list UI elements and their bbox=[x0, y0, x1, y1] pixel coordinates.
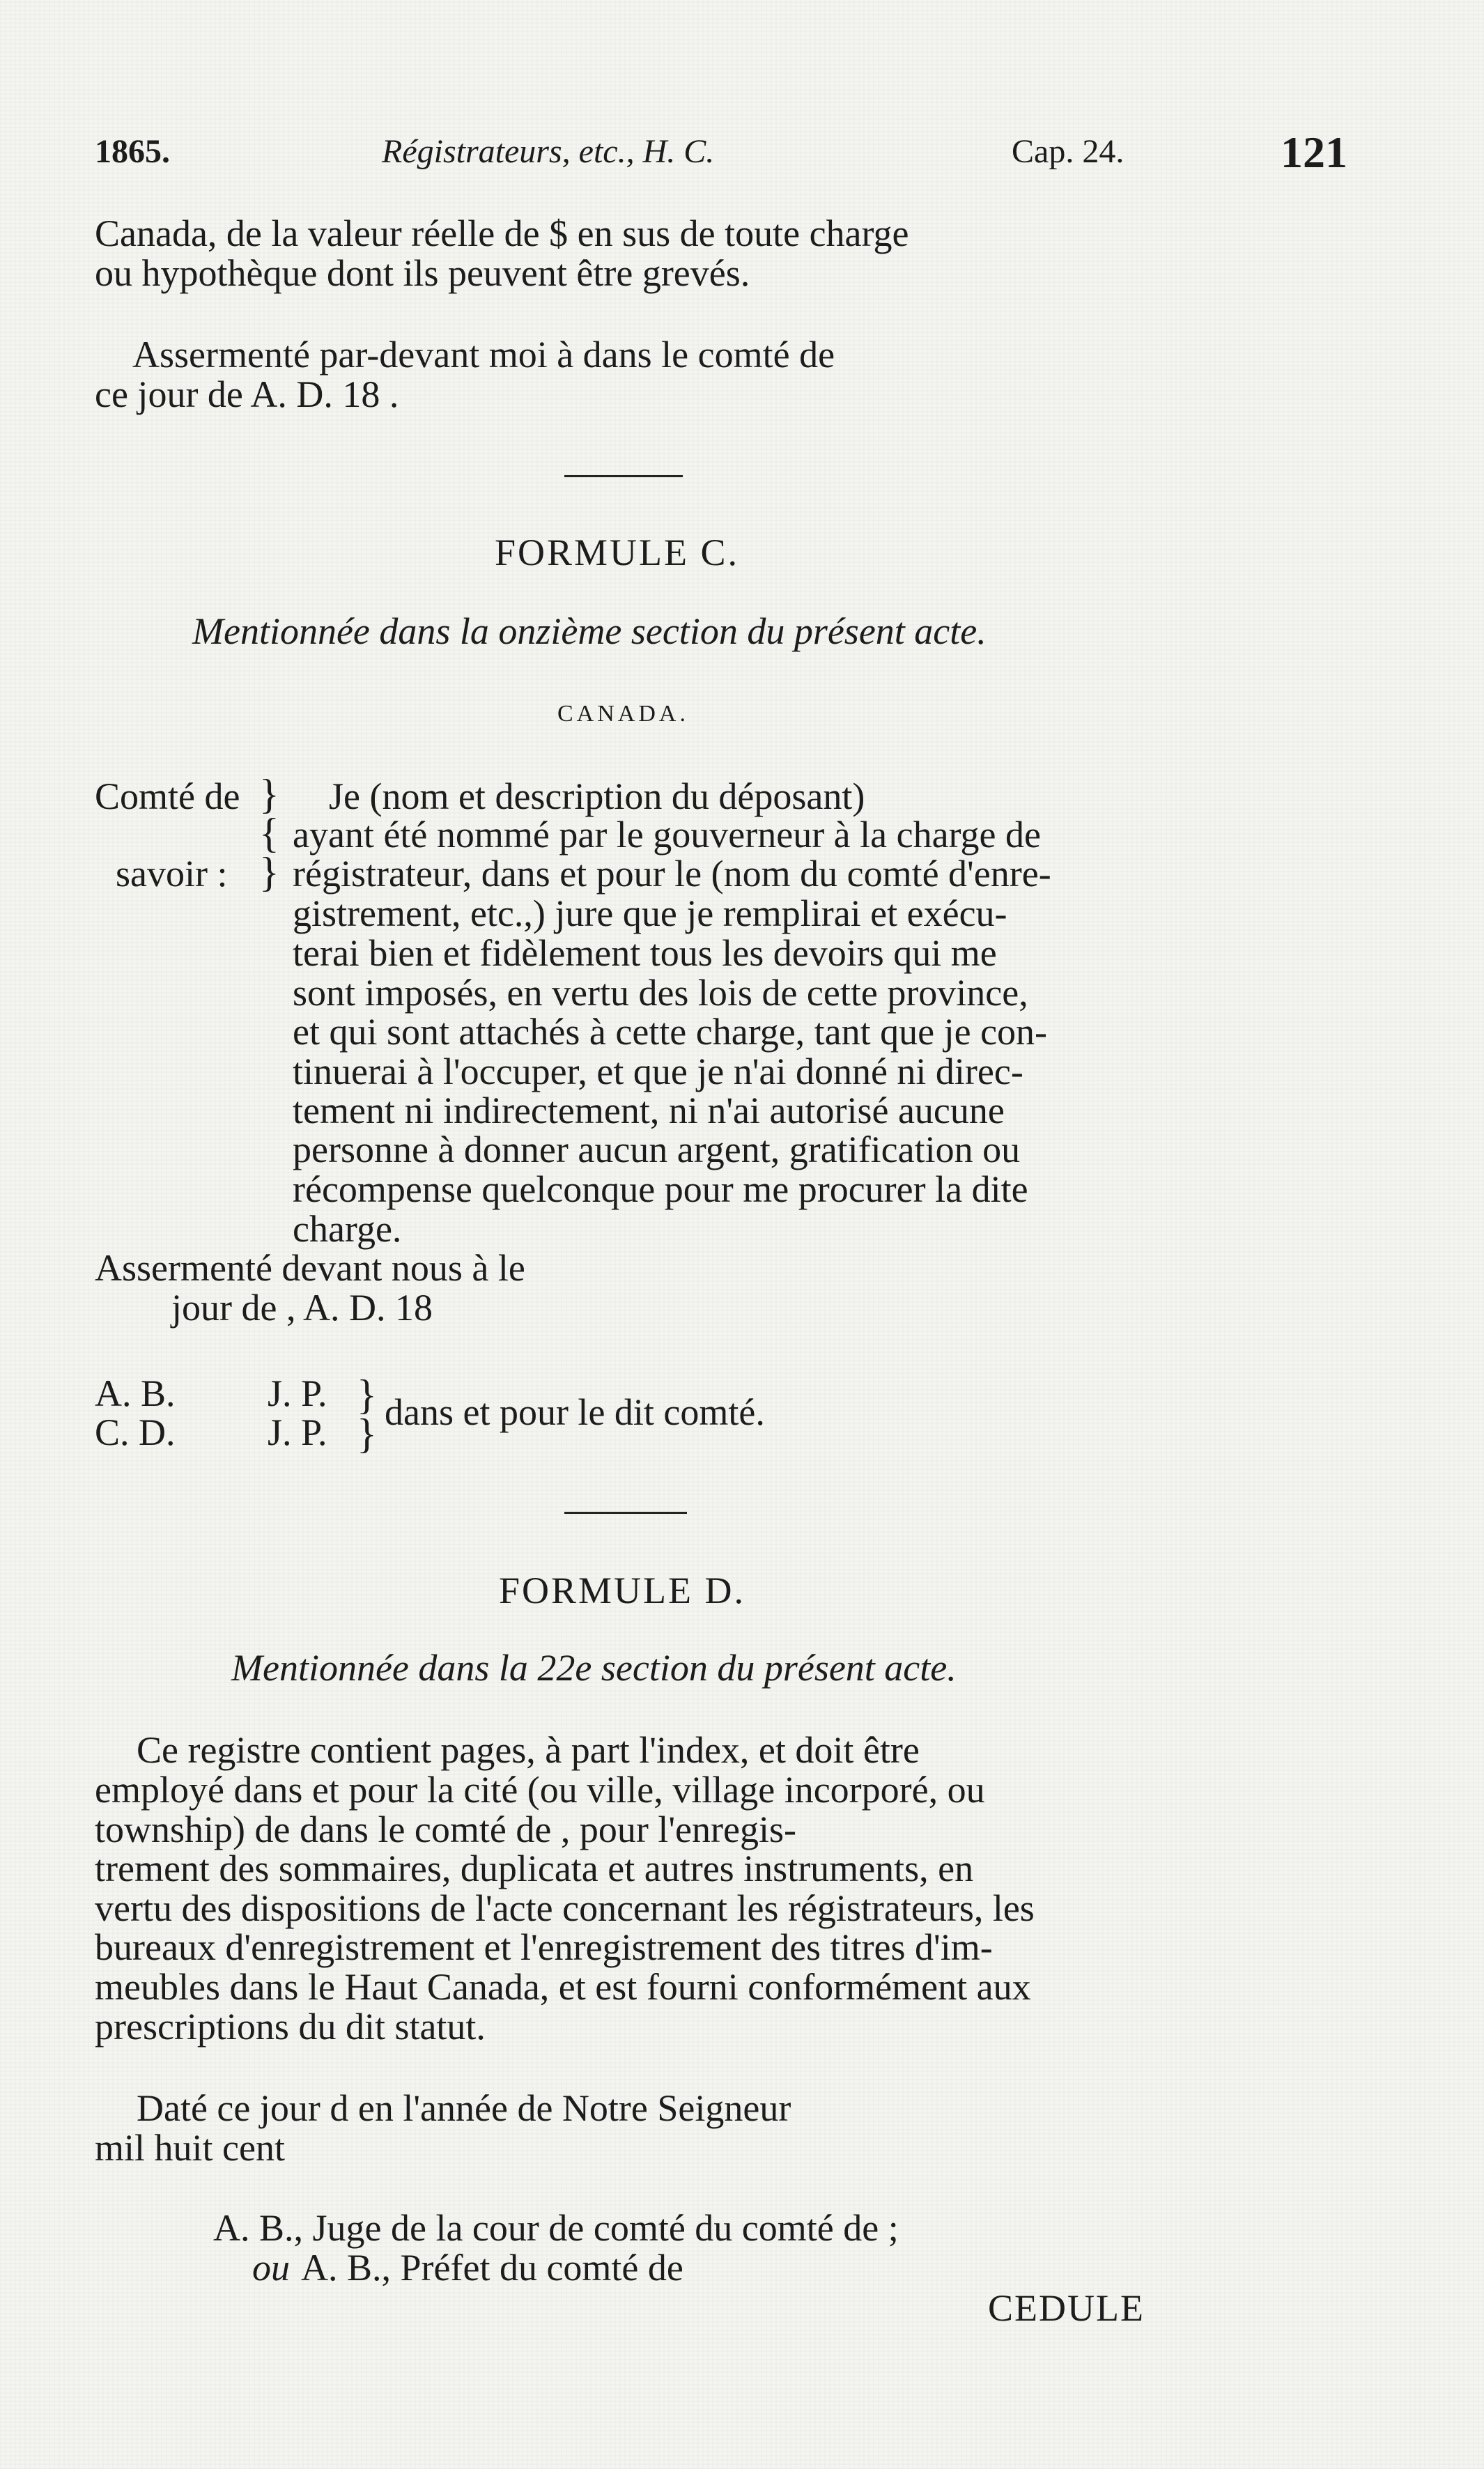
formule-d-body-line-6: meubles dans le Haut Canada, et est fourni conformément aux bbox=[95, 1966, 1031, 2008]
continuation-line-2: ou hypothèque dont ils peuvent être grevés. bbox=[95, 252, 750, 294]
header-chapter: Cap. 24. bbox=[1012, 133, 1124, 170]
brace-sig-1: } bbox=[357, 1372, 377, 1418]
sworn-line-1: Assermenté par-devant moi à dans le comté de bbox=[132, 334, 835, 376]
page-number: 121 bbox=[1281, 127, 1347, 177]
dated-line-2: mil huit cent bbox=[95, 2127, 285, 2169]
brace-sig-2: } bbox=[357, 1411, 377, 1457]
formule-c-body-line-11: charge. bbox=[293, 1208, 402, 1250]
formule-d-body-line-7: prescriptions du dit statut. bbox=[95, 2006, 486, 2048]
brace-left-2: { bbox=[259, 810, 279, 856]
formule-d-body-line-0: Ce registre contient pages, à part l'index, et doit être bbox=[137, 1729, 920, 1771]
signatory-2-name: C. D. bbox=[95, 1411, 176, 1453]
formule-c-body-line-8: tement ni indirectement, ni n'ai autorisé aucune bbox=[293, 1090, 1005, 1131]
formule-c-title: FORMULE C. bbox=[495, 532, 740, 573]
formule-d-body-line-4: vertu des dispositions de l'acte concernant les régistrateurs, les bbox=[95, 1887, 1035, 1929]
formule-d-subtitle: Mentionnée dans la 22e section du présent acte. bbox=[231, 1647, 957, 1689]
formule-c-body-line-9: personne à donner aucun argent, gratification ou bbox=[293, 1129, 1021, 1170]
formule-c-county-label: Comté de bbox=[95, 775, 240, 817]
formule-c-body-line-3: gistrement, etc.,) jure que je remplirai et exécu- bbox=[293, 892, 1007, 934]
formule-d-body-line-2: township) de dans le comté de , pour l'enregis- bbox=[95, 1809, 796, 1850]
catchword: CEDULE bbox=[988, 2287, 1145, 2329]
section-divider-1 bbox=[564, 475, 683, 477]
judge-line: A. B., Juge de la cour de comté du comté de ; bbox=[213, 2207, 899, 2249]
header-year: 1865. bbox=[95, 133, 170, 170]
signatory-jurisdiction: dans et pour le dit comté. bbox=[385, 1391, 765, 1433]
prefect-line: A. B., Préfet du comté de bbox=[301, 2247, 683, 2289]
signatory-1-title: J. P. bbox=[268, 1372, 327, 1414]
sworn-line-2: ce jour de A. D. 18 . bbox=[95, 373, 399, 415]
formule-c-sworn-line-1: Assermenté devant nous à le bbox=[95, 1247, 525, 1289]
formule-c-country: CANADA. bbox=[557, 701, 689, 727]
formule-c-sworn-line-2: jour de , A. D. 18 bbox=[171, 1287, 433, 1329]
formule-c-savoir-label: savoir : bbox=[116, 853, 228, 895]
formule-c-subtitle: Mentionnée dans la onzième section du présent acte. bbox=[192, 610, 987, 652]
formule-c-body-line-10: récompense quelconque pour me procurer la dite bbox=[293, 1168, 1028, 1210]
prefect-or: ou bbox=[252, 2247, 290, 2289]
brace-left-1: } bbox=[259, 771, 279, 817]
section-divider-2 bbox=[564, 1512, 687, 1514]
formule-d-body-line-1: employé dans et pour la cité (ou ville, village incorporé, ou bbox=[95, 1769, 985, 1811]
formule-c-body-line-4: terai bien et fidèlement tous les devoirs qui me bbox=[293, 932, 997, 974]
brace-left-3: } bbox=[259, 849, 279, 895]
formule-c-body-line-0: Je (nom et description du déposant) bbox=[329, 775, 865, 817]
formule-d-title: FORMULE D. bbox=[499, 1570, 746, 1611]
formule-c-body-line-6: et qui sont attachés à cette charge, tant que je con- bbox=[293, 1011, 1048, 1053]
dated-line-1: Daté ce jour d en l'année de Notre Seigneur bbox=[137, 2087, 791, 2129]
formule-d-body-line-5: bureaux d'enregistrement et l'enregistrement des titres d'im- bbox=[95, 1926, 993, 1968]
signatory-1-name: A. B. bbox=[95, 1372, 176, 1414]
formule-c-body-line-7: tinuerai à l'occuper, et que je n'ai donné ni direc- bbox=[293, 1051, 1023, 1092]
header-running-title: Régistrateurs, etc., H. C. bbox=[382, 133, 715, 170]
formule-d-body-line-3: trement des sommaires, duplicata et autres instruments, en bbox=[95, 1848, 974, 1889]
formule-c-body-line-2: régistrateur, dans et pour le (nom du comté d'enre- bbox=[293, 853, 1051, 895]
continuation-line-1: Canada, de la valeur réelle de $ en sus de toute charge bbox=[95, 212, 909, 254]
signatory-2-title: J. P. bbox=[268, 1411, 327, 1453]
formule-c-body-line-1: ayant été nommé par le gouverneur à la charge de bbox=[293, 814, 1041, 856]
formule-c-body-line-5: sont imposés, en vertu des lois de cette province, bbox=[293, 972, 1028, 1014]
